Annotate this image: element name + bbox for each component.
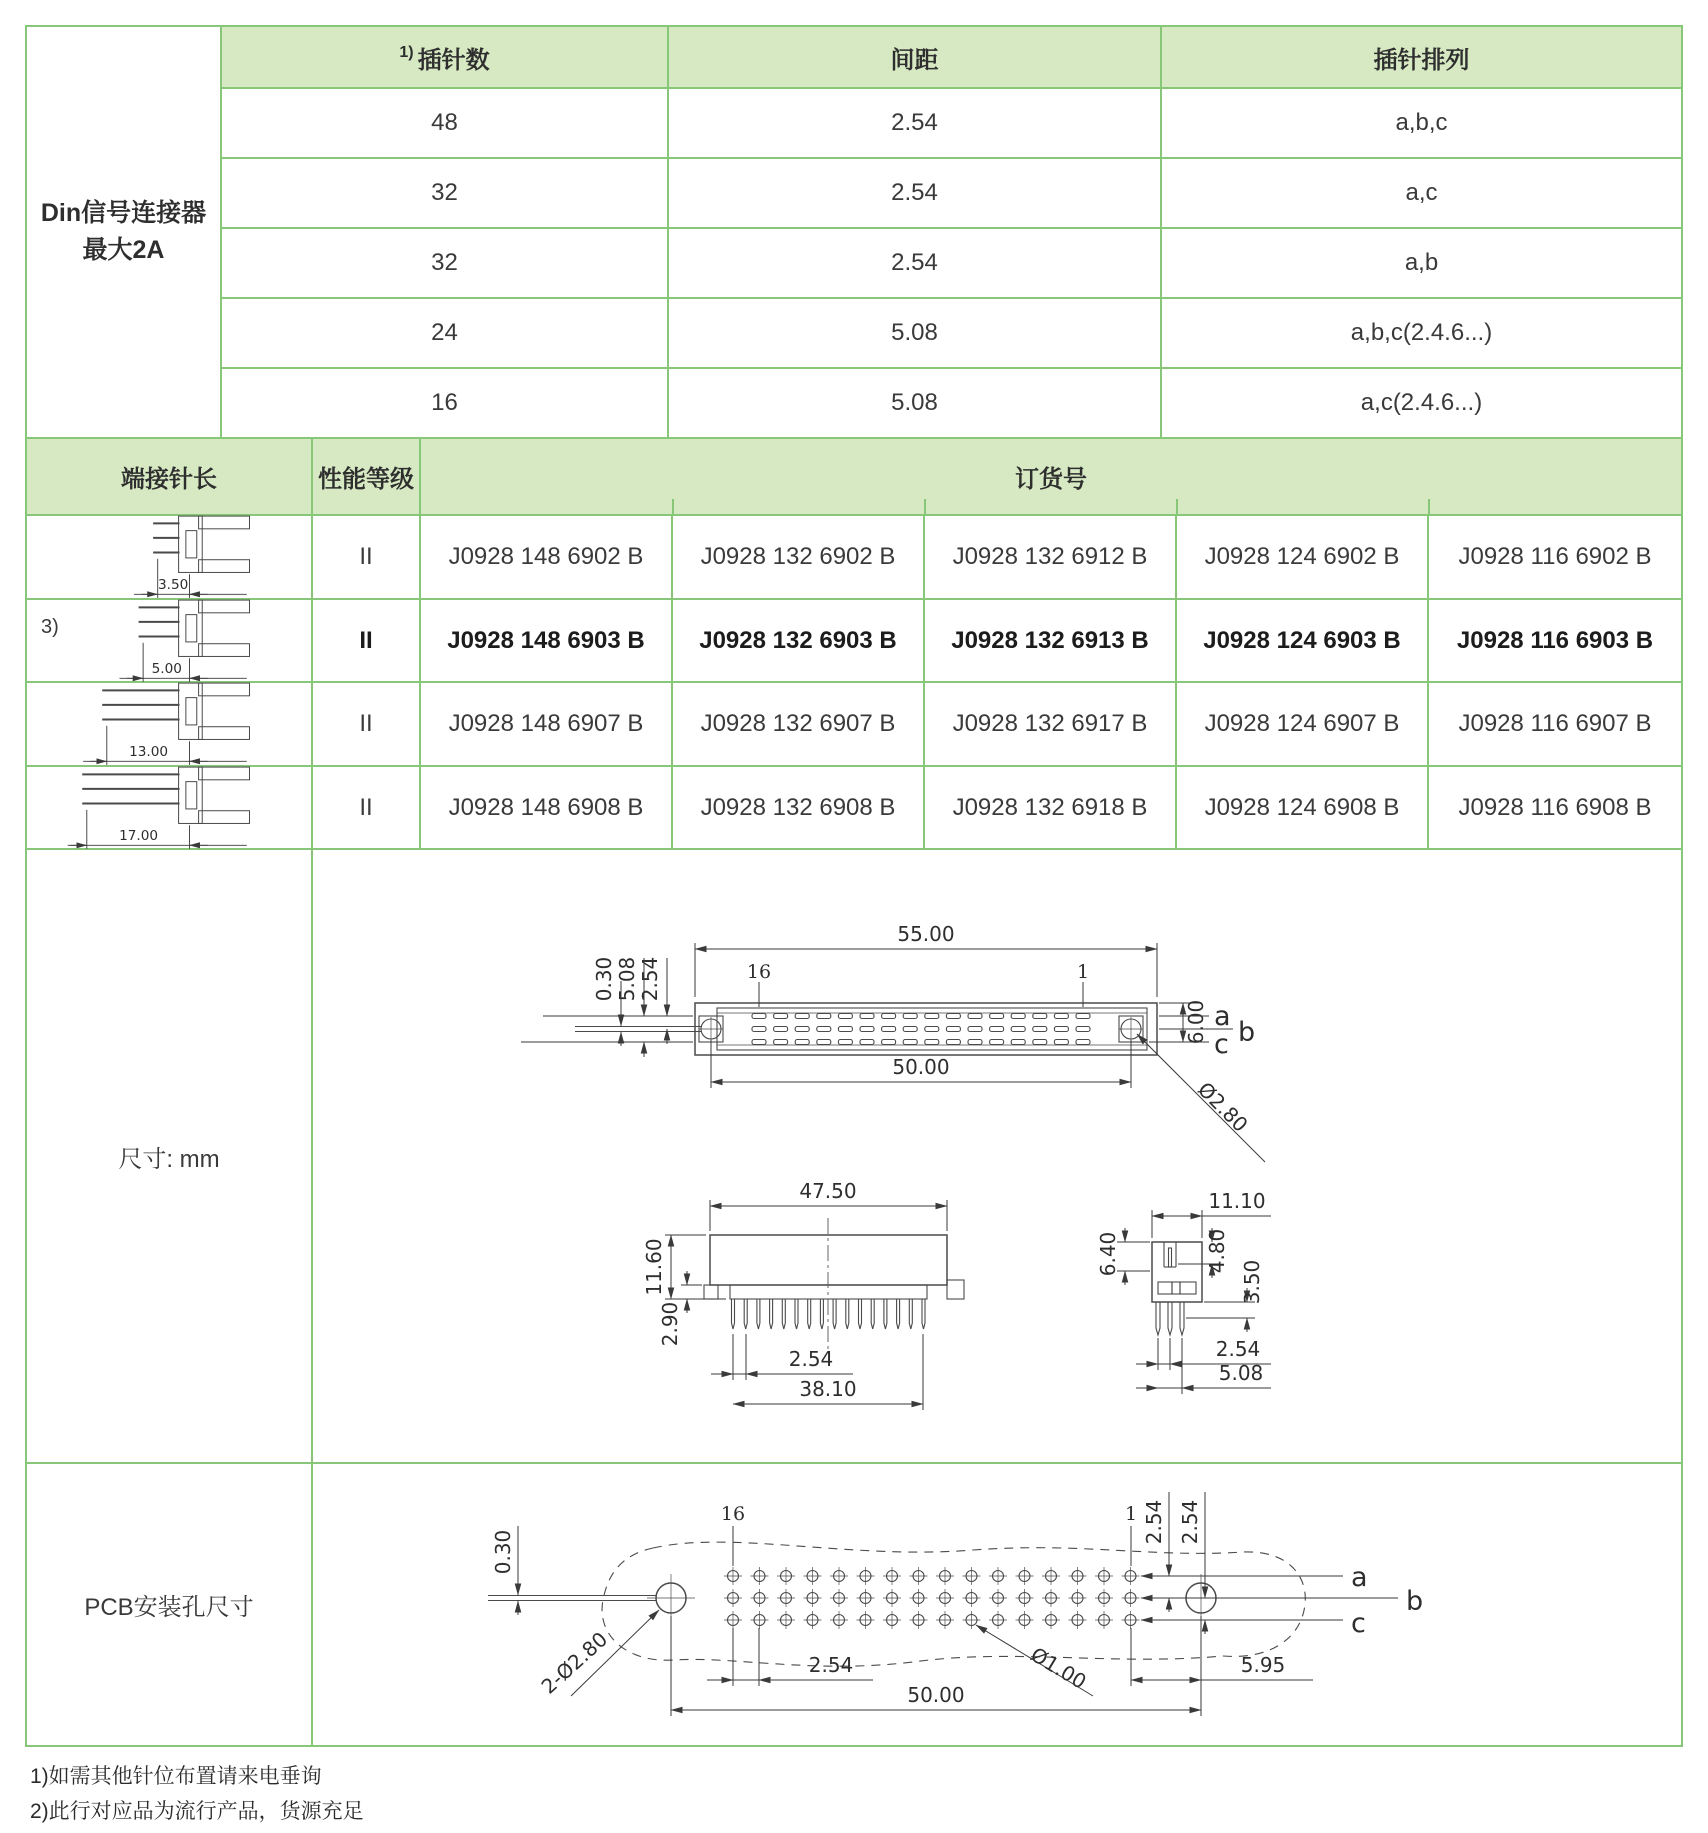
dim-595-label: 5.95 bbox=[1240, 1653, 1286, 1677]
pin-length-value: 13.00 bbox=[128, 743, 168, 760]
product-label-cell bbox=[27, 27, 222, 439]
order-row bbox=[27, 767, 1681, 850]
dimensions-drawing-cell bbox=[313, 850, 1681, 1464]
column-tick bbox=[1428, 499, 1430, 514]
top-view-drawing bbox=[521, 922, 1265, 1162]
order-no-cell: J0928 116 6902 B bbox=[1429, 516, 1681, 600]
order-no-cell: J0928 148 6902 B bbox=[421, 516, 673, 600]
grade-cell: II bbox=[313, 767, 421, 850]
dim-254a-label: 2.54 bbox=[1142, 1499, 1166, 1545]
table-row bbox=[222, 229, 1681, 299]
arrangement-cell: a,c(2.4.6...) bbox=[1162, 369, 1681, 439]
section-orders-header bbox=[27, 439, 1681, 516]
mounting-hole-right bbox=[1119, 1017, 1143, 1041]
side-view-drawing bbox=[1096, 1189, 1271, 1394]
dim-480-label: 4.80 bbox=[1205, 1228, 1229, 1274]
connector-spec-table bbox=[25, 25, 1683, 1747]
row-b-label: b bbox=[1238, 1017, 1256, 1048]
dim-290-label: 2.90 bbox=[658, 1301, 682, 1347]
order-no-cell: J0928 132 6918 B bbox=[925, 767, 1177, 850]
dim-254-label: 2.54 bbox=[638, 956, 662, 1002]
dim-350-label: 3.50 bbox=[1240, 1259, 1264, 1305]
footnote-1: 1)如需其他针位布置请来电垂询 bbox=[30, 1765, 322, 1788]
footnote-ref-1: 1) bbox=[399, 44, 414, 61]
row-a-label: a bbox=[1214, 1001, 1231, 1032]
pitch-cell: 2.54 bbox=[669, 229, 1162, 299]
footnote-ref-3: 3) bbox=[41, 616, 59, 638]
pitch-cell: 2.54 bbox=[669, 89, 1162, 159]
dim-254-label: 2.54 bbox=[808, 1653, 854, 1677]
dim-254-label: 2.54 bbox=[788, 1347, 834, 1371]
table-row bbox=[222, 299, 1681, 369]
front-view-drawing bbox=[642, 1179, 964, 1410]
pin1-label: 1 bbox=[1124, 1503, 1138, 1525]
pcb-outline bbox=[602, 1542, 1305, 1666]
contact-slots bbox=[752, 1014, 1090, 1045]
pin-count-cell: 32 bbox=[222, 229, 669, 299]
pin-length-value: 17.00 bbox=[118, 827, 158, 844]
pin-length-value: 3.50 bbox=[157, 576, 188, 593]
row-a-label: a bbox=[1351, 1562, 1368, 1593]
side-pins bbox=[1156, 1302, 1184, 1335]
dim-640-label: 6.40 bbox=[1096, 1231, 1120, 1277]
order-no-cell: J0928 132 6913 B bbox=[925, 600, 1177, 683]
pin-length-icon-17-00 bbox=[57, 758, 282, 858]
dim-600-label: 6.00 bbox=[1184, 999, 1208, 1045]
order-no-cell: J0928 124 6908 B bbox=[1177, 767, 1429, 850]
column-tick bbox=[672, 499, 674, 514]
order-no-cell: J0928 124 6903 B bbox=[1177, 600, 1429, 683]
order-no-cell: J0928 132 6903 B bbox=[673, 600, 925, 683]
dia-280-label: Ø2.80 bbox=[1193, 1077, 1253, 1137]
header-grade: 性能等级 bbox=[313, 439, 421, 516]
order-no-cell: J0928 132 6908 B bbox=[673, 767, 925, 850]
pin-length-drawing-cell bbox=[27, 683, 313, 767]
pin-length-drawing-cell bbox=[27, 516, 313, 600]
pin-count-cell: 32 bbox=[222, 159, 669, 229]
pin1-label: 1 bbox=[1076, 961, 1090, 983]
arrangement-cell: a,c bbox=[1162, 159, 1681, 229]
dim-50-label: 50.00 bbox=[892, 1055, 950, 1079]
dim-4750-label: 47.50 bbox=[799, 1179, 857, 1203]
dim-1160-label: 11.60 bbox=[642, 1238, 666, 1296]
header-arrangement: 插针排列 bbox=[1162, 27, 1681, 89]
dim-254b-label: 2.54 bbox=[1178, 1499, 1202, 1545]
order-row bbox=[27, 516, 1681, 600]
footnote-2: 2)此行对应品为流行产品，货源充足 bbox=[30, 1799, 364, 1823]
product-name: Din信号连接器 bbox=[40, 198, 207, 227]
dimensions-label: 尺寸: mm bbox=[27, 850, 313, 1464]
pin16-label: 16 bbox=[720, 1503, 746, 1525]
order-no-cell: J0928 116 6908 B bbox=[1429, 767, 1681, 850]
table-row bbox=[222, 89, 1681, 159]
dimension-drawings bbox=[313, 850, 1679, 1462]
row-c-label: c bbox=[1214, 1029, 1229, 1060]
grade-cell: II bbox=[313, 600, 421, 683]
header-pin-count: 1) 插针数 bbox=[222, 27, 669, 89]
arrangement-cell: a,b,c(2.4.6...) bbox=[1162, 299, 1681, 369]
order-no-cell: J0928 132 6907 B bbox=[673, 683, 925, 767]
pcb-label: PCB安装孔尺寸 bbox=[27, 1464, 313, 1745]
pcb-hole-pattern bbox=[313, 1464, 1679, 1743]
dim-508-label: 5.08 bbox=[1218, 1361, 1264, 1385]
grade-cell: II bbox=[313, 683, 421, 767]
header-pitch: 间距 bbox=[669, 27, 1162, 89]
dia-2x280-label: 2-Ø2.80 bbox=[536, 1627, 613, 1699]
order-no-cell: J0928 148 6907 B bbox=[421, 683, 673, 767]
order-no-cell: J0928 116 6907 B bbox=[1429, 683, 1681, 767]
dim-3810-label: 38.10 bbox=[799, 1377, 857, 1401]
section-variants bbox=[27, 27, 1681, 439]
mounting-hole-left bbox=[699, 1017, 723, 1041]
section-pcb bbox=[27, 1464, 1681, 1745]
order-no-cell: J0928 124 6907 B bbox=[1177, 683, 1429, 767]
column-tick bbox=[924, 499, 926, 514]
pin16-label: 16 bbox=[746, 961, 772, 983]
order-no-cell: J0928 148 6908 B bbox=[421, 767, 673, 850]
row-c-label: c bbox=[1351, 1608, 1366, 1639]
order-no-cell: J0928 132 6912 B bbox=[925, 516, 1177, 600]
column-tick bbox=[1176, 499, 1178, 514]
dim-030-label: 0.30 bbox=[491, 1529, 515, 1575]
pin-length-drawing-cell bbox=[27, 600, 313, 683]
dim-030-label: 0.30 bbox=[592, 956, 616, 1002]
dim-508-label: 5.08 bbox=[615, 956, 639, 1002]
order-no-cell: J0928 148 6903 B bbox=[421, 600, 673, 683]
header-pin-length: 端接针长 bbox=[27, 439, 313, 516]
header-order-no: 订货号 bbox=[421, 439, 1681, 516]
order-no-cell: J0928 132 6917 B bbox=[925, 683, 1177, 767]
pin-length-value: 5.00 bbox=[151, 660, 182, 677]
table-row bbox=[222, 159, 1681, 229]
pin-count-cell: 16 bbox=[222, 369, 669, 439]
section-dimensions bbox=[27, 850, 1681, 1464]
dim-55-label: 55.00 bbox=[897, 922, 955, 946]
order-row-popular bbox=[27, 600, 1681, 683]
row-b-label: b bbox=[1406, 1586, 1424, 1617]
arrangement-cell: a,b bbox=[1162, 229, 1681, 299]
pin-count-cell: 48 bbox=[222, 89, 669, 159]
dim-5000-label: 50.00 bbox=[907, 1683, 965, 1707]
table-row bbox=[222, 369, 1681, 439]
pcb-drawing-cell bbox=[313, 1464, 1681, 1745]
product-rating: 最大2A bbox=[82, 236, 165, 264]
order-row bbox=[27, 683, 1681, 767]
arrangement-cell: a,b,c bbox=[1162, 89, 1681, 159]
order-no-cell: J0928 132 6902 B bbox=[673, 516, 925, 600]
pitch-cell: 5.08 bbox=[669, 299, 1162, 369]
dia-100-label: Ø1.00 bbox=[1026, 1642, 1091, 1694]
pin-count-cell: 24 bbox=[222, 299, 669, 369]
grade-cell: II bbox=[313, 516, 421, 600]
pitch-cell: 5.08 bbox=[669, 369, 1162, 439]
order-no-cell: J0928 124 6902 B bbox=[1177, 516, 1429, 600]
dim-1110-label: 11.10 bbox=[1208, 1189, 1266, 1213]
pin-length-drawing-cell bbox=[27, 767, 313, 850]
pitch-cell: 2.54 bbox=[669, 159, 1162, 229]
footnotes bbox=[30, 1760, 364, 1829]
order-no-cell: J0928 116 6903 B bbox=[1429, 600, 1681, 683]
dim-254-label: 2.54 bbox=[1215, 1337, 1261, 1361]
pcb-pin-holes bbox=[724, 1567, 1140, 1629]
